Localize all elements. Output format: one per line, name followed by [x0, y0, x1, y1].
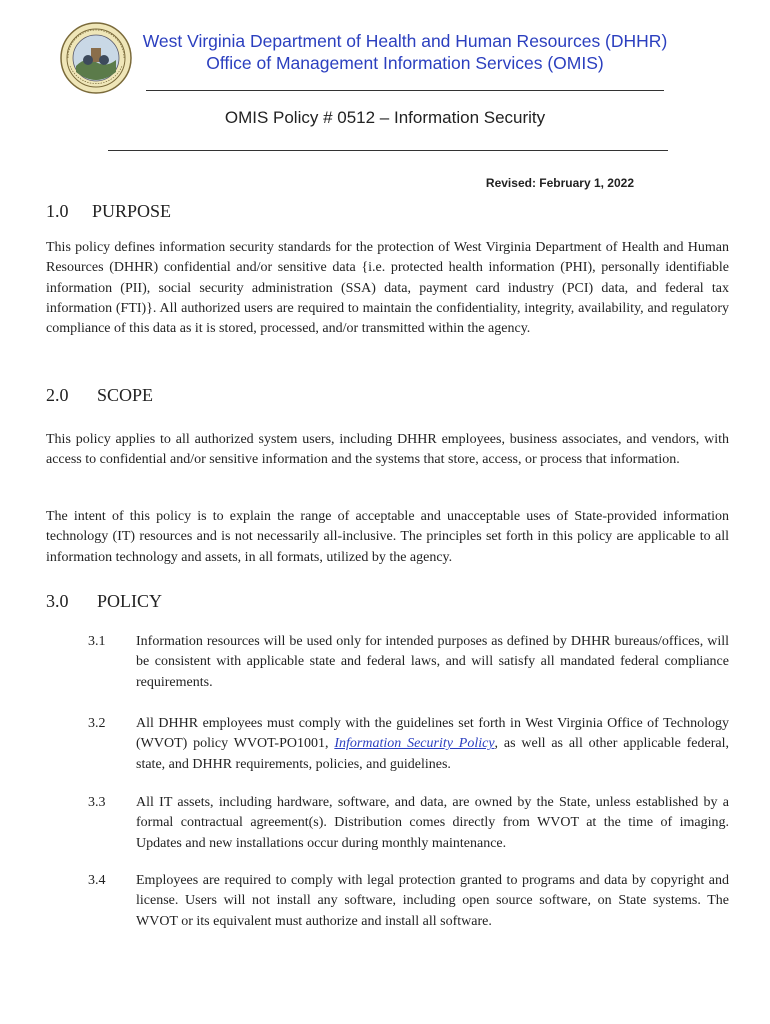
item-number: 3.2: [88, 716, 106, 731]
item-number: 3.4: [88, 873, 106, 888]
information-security-policy-link[interactable]: Information Security Policy: [334, 736, 495, 752]
policy-item-3-3: [88, 793, 729, 854]
section-number: 1.0: [46, 201, 69, 221]
title-divider: [108, 150, 668, 151]
item-text: All IT assets, including hardware, software, and data, are owned by the State, unless established by a formal contractual agreement(s). Distribution comes directly from WVOT at the time of imaging. Updates and new installations occur during monthly maintenance.: [136, 795, 729, 851]
section-title: PURPOSE: [92, 201, 172, 221]
item-text-after-link: , as well as all other applicable federal, state, and DHHR requirements, policies, and guidelines.: [136, 736, 729, 772]
scope-paragraph-2: The intent of this policy is to explain the range of acceptable and unacceptable uses of State-provided information technology (IT) resources and is not necessarily all-inclusive. The principles set forth in this policy are applicable to all information technology and assets, in all formats, utilized by the agency.: [46, 509, 729, 565]
policy-item-3-2: [88, 714, 729, 775]
item-text-before-link: All DHHR employees must comply with the guidelines set forth in West Virginia Office of Technology (WVOT) policy WVOT-PO1001,: [136, 716, 729, 752]
state-seal-icon: [60, 22, 132, 94]
policy-item-3-4: [88, 871, 729, 932]
item-number: 3.1: [88, 634, 106, 649]
section-number: 2.0: [46, 385, 69, 405]
purpose-paragraph: This policy defines information security standards for the protection of West Virginia Department of Health and Human Resources (DHHR) confidential and/or sensitive data {i.e. protected health information (PHI), personally identifiable information (PII), social security administration (SSA) data, payment card industry (PCI) data, and federal tax information (FTI)}. All authorized users are required to maintain the confidentiality, integrity, availability, and regulatory compliance of this data as it is stored, processed, and/or transmitted within the agency.: [46, 240, 729, 337]
item-number: 3.3: [88, 795, 106, 810]
section-heading-scope: [46, 385, 153, 406]
document-header: [130, 30, 680, 74]
section-heading-purpose: [46, 201, 171, 222]
office-name: Office of Management Information Services (OMIS): [206, 53, 604, 73]
header-divider: [146, 90, 664, 91]
policy-title: OMIS Policy # 0512 – Information Security: [224, 108, 546, 127]
section-number: 3.0: [46, 591, 69, 611]
item-text: Information resources will be used only for intended purposes as defined by DHHR bureaus/offices, will be consistent with applicable state and federal laws, and will satisfy all mandated federal compliance requirements.: [136, 634, 729, 690]
department-name: West Virginia Department of Health and Human Resources (DHHR): [142, 31, 668, 51]
item-text: [136, 714, 729, 775]
item-text: Employees are required to comply with legal protection granted to programs and data by copyright and license. Users will not install any software, including open source software, on State systems. The WVOT or its equivalent must authorize and install all software.: [136, 873, 729, 929]
scope-paragraph-1: This policy applies to all authorized system users, including DHHR employees, business associates, and vendors, with access to confidential and/or sensitive information and the systems that store, access, or process that information.: [46, 432, 729, 468]
section-title: POLICY: [97, 591, 163, 611]
section-title: SCOPE: [97, 385, 154, 405]
policy-item-3-1: [88, 632, 729, 693]
section-heading-policy: [46, 591, 162, 612]
revised-date: Revised: February 1, 2022: [485, 176, 634, 190]
